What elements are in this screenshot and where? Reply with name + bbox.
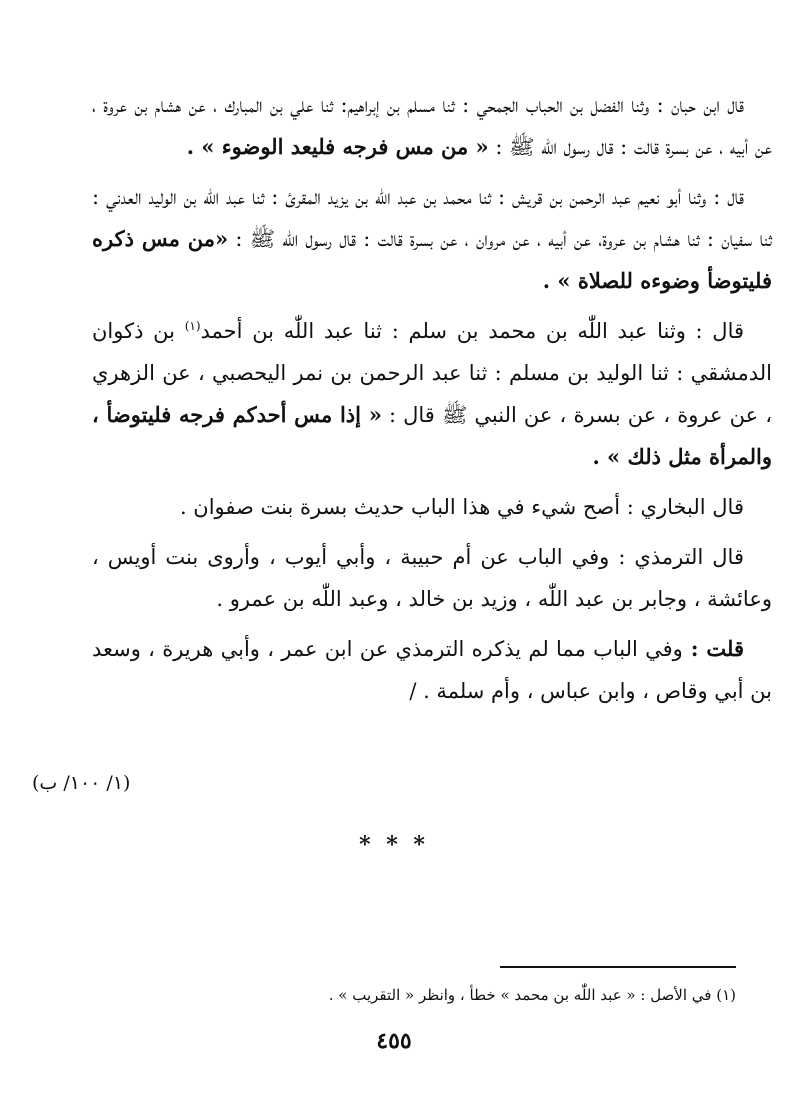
paragraph-text: قال : وثنا أبو نعيم عبد الرحمن بن قريش : ثنا محمد بن عبد اللّٰه بن يزيد المقرئ : ثنا عبد اللّٰه بن الوليد العدني : ثنا سفيان : ثنا هشام بن عروة، عن أبيه ، عن مروان ، عن بسرة قالت : قال رسول اللّٰه ﷺ :	[92, 185, 772, 251]
main-text	[92, 84, 772, 720]
paragraph-text: قال البخاري : أصح شيء في هذا الباب حديث بسرة بنت صفوان .	[179, 495, 744, 519]
manuscript-folio-reference: (١/ ١٠٠/ ب)	[32, 772, 131, 794]
paragraph-text: قال ابن حبان : وثنا الفضل بن الحباب الجمحي : ثنا مسلم بن إبراهيم: ثنا علي بن المبارك ، عن هشام بن عروة ، عن أبيه ، عن بسرة قالت : قال رسول اللّٰه ﷺ :	[92, 93, 772, 159]
paragraph	[92, 486, 772, 528]
paragraph-text: وفي الباب مما لم يذكره الترمذي عن ابن عمر ، وأبي هريرة ، وسعد بن أبي وقاص ، وابن عباس ، وأم سلمة . /	[92, 637, 772, 703]
paragraph	[92, 628, 772, 712]
footnote-divider	[500, 966, 736, 968]
paragraph	[92, 84, 772, 168]
paragraph-text: قال الترمذي : وفي الباب عن أم حبيبة ، وأبي أيوب ، وأروى بنت أويس ، وعائشة ، وجابر بن عبد اللّٰه ، وزيد بن خالد ، وعبد اللّٰه بن عمرو .	[92, 545, 772, 611]
hadith-quote: « من مس فرجه فليعد الوضوء » .	[186, 134, 489, 159]
section-separator: * * *	[359, 832, 429, 858]
paragraph-text: قال : وثنا عبد اللّٰه بن محمد بن سلم : ثنا عبد اللّٰه بن أحمد	[200, 319, 745, 343]
paragraph	[92, 176, 772, 302]
page-number: ٤٥٥	[376, 1028, 412, 1054]
paragraph-text: بن ذكوان الدمشقي : ثنا الوليد بن مسلم : ثنا عبد الرحمن بن نمر اليحصبي ، عن الزهري ، عن عروة ، عن بسرة ، عن النبي ﷺ قال :	[92, 319, 773, 427]
hadith-quote: «من مس ذكره فليتوضأ وضوءه للصلاة » .	[92, 226, 772, 293]
hadith-quote: « إذا مس أحدكم فرجه فليتوضأ ، والمرأة مثل ذلك » .	[92, 402, 772, 469]
paragraph	[92, 536, 772, 620]
footnote-marker: (١)	[184, 319, 201, 333]
hadith-quote: قلت :	[682, 636, 744, 661]
paragraph	[92, 310, 772, 478]
footnote: (١) في الأصل : « عبد اللّٰه بن محمد » خطأ ، وانظر « التقريب » .	[328, 986, 736, 1004]
